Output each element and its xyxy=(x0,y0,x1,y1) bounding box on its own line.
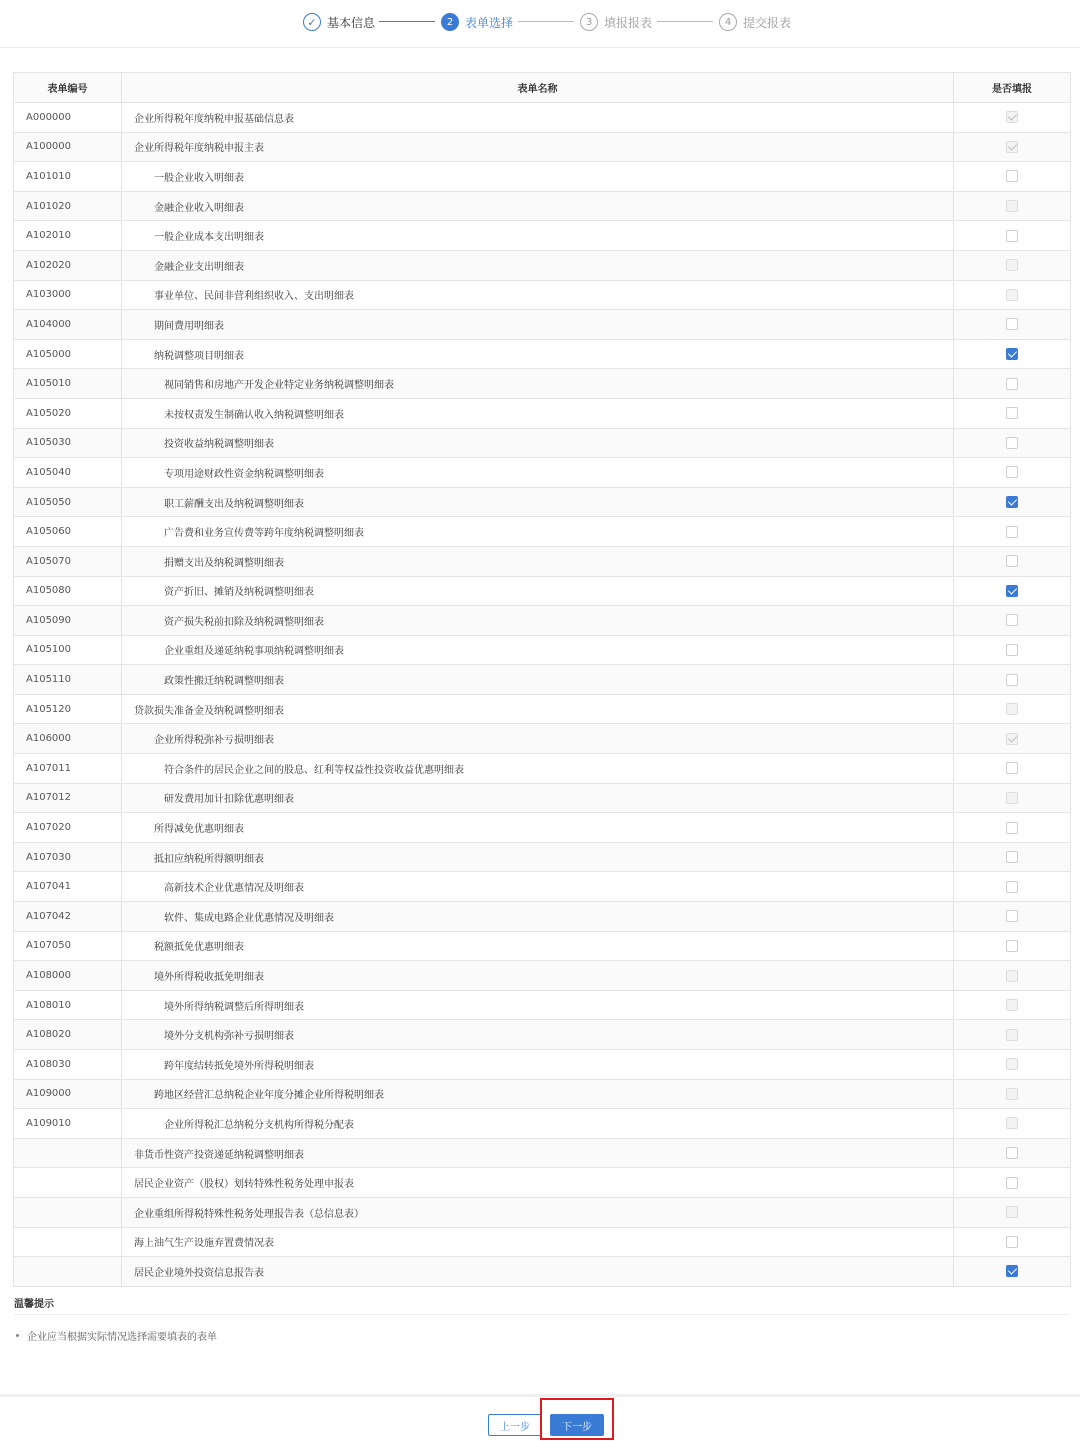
fill-checkbox xyxy=(1006,970,1018,982)
form-name-cell: 所得减免优惠明细表 xyxy=(122,813,954,843)
form-name-cell: 高新技术企业优惠情况及明细表 xyxy=(122,872,954,902)
fill-checkbox[interactable] xyxy=(1006,378,1018,390)
form-code-cell: A108000 xyxy=(14,961,122,991)
fill-checkbox xyxy=(1006,1029,1018,1041)
form-name-cell: 境外所得纳税调整后所得明细表 xyxy=(122,990,954,1020)
form-code-cell: A104000 xyxy=(14,310,122,340)
table-row xyxy=(14,546,1071,576)
fill-status-cell xyxy=(954,1079,1071,1109)
fill-status-cell xyxy=(954,606,1071,636)
fill-checkbox[interactable] xyxy=(1006,407,1018,419)
table-row xyxy=(14,813,1071,843)
table-row xyxy=(14,724,1071,754)
table-row xyxy=(14,665,1071,695)
form-name-cell: 资产折旧、摊销及纳税调整明细表 xyxy=(122,576,954,606)
form-code-cell: A109010 xyxy=(14,1109,122,1139)
fill-checkbox[interactable] xyxy=(1006,910,1018,922)
form-selection-table xyxy=(13,72,1070,1287)
table-row xyxy=(14,103,1071,133)
step-label: 提交报表 xyxy=(743,15,792,30)
fill-checkbox[interactable] xyxy=(1006,348,1018,360)
fill-status-cell xyxy=(954,280,1071,310)
fill-status-cell xyxy=(954,221,1071,251)
tip-item xyxy=(16,1328,217,1343)
fill-checkbox[interactable] xyxy=(1006,1177,1018,1189)
fill-checkbox[interactable] xyxy=(1006,496,1018,508)
table-row xyxy=(14,280,1071,310)
step-basic-info xyxy=(303,12,375,32)
fill-status-cell xyxy=(954,517,1071,547)
fill-checkbox[interactable] xyxy=(1006,466,1018,478)
fill-status-cell xyxy=(954,813,1071,843)
fill-checkbox[interactable] xyxy=(1006,318,1018,330)
fill-checkbox xyxy=(1006,259,1018,271)
check-circle-icon: ✓ xyxy=(303,13,321,31)
table-row xyxy=(14,221,1071,251)
fill-checkbox xyxy=(1006,141,1018,153)
form-name-cell: 专项用途财政性资金纳税调整明细表 xyxy=(122,458,954,488)
fill-status-cell xyxy=(954,398,1071,428)
form-code-cell: A105060 xyxy=(14,517,122,547)
table-row xyxy=(14,1020,1071,1050)
step-number: 4 xyxy=(719,13,737,31)
fill-checkbox[interactable] xyxy=(1006,674,1018,686)
table-row xyxy=(14,902,1071,932)
form-name-cell: 投资收益纳税调整明细表 xyxy=(122,428,954,458)
table-row xyxy=(14,1138,1071,1168)
fill-status-cell xyxy=(954,872,1071,902)
form-code-cell: A105040 xyxy=(14,458,122,488)
form-name-cell: 境外分支机构弥补亏损明细表 xyxy=(122,1020,954,1050)
table-row xyxy=(14,1050,1071,1080)
table-row xyxy=(14,961,1071,991)
divider xyxy=(14,1314,1070,1315)
fill-checkbox[interactable] xyxy=(1006,1265,1018,1277)
fill-checkbox xyxy=(1006,792,1018,804)
form-name-cell: 广告费和业务宣传费等跨年度纳税调整明细表 xyxy=(122,517,954,547)
fill-checkbox xyxy=(1006,1117,1018,1129)
step-form-selection xyxy=(441,12,513,32)
form-name-cell: 居民企业境外投资信息报告表 xyxy=(122,1257,954,1287)
form-code-cell: A107030 xyxy=(14,842,122,872)
table-row xyxy=(14,1227,1071,1257)
fill-checkbox[interactable] xyxy=(1006,851,1018,863)
form-name-cell: 金融企业收入明细表 xyxy=(122,191,954,221)
form-code-cell: A105000 xyxy=(14,339,122,369)
fill-checkbox xyxy=(1006,289,1018,301)
form-code-cell: A105050 xyxy=(14,487,122,517)
table-row xyxy=(14,635,1071,665)
fill-status-cell xyxy=(954,961,1071,991)
form-code-cell: A107042 xyxy=(14,902,122,932)
form-name-cell: 符合条件的居民企业之间的股息、红利等权益性投资收益优惠明细表 xyxy=(122,754,954,784)
fill-status-cell xyxy=(954,1020,1071,1050)
form-code-cell: A108020 xyxy=(14,1020,122,1050)
form-code-cell: A109000 xyxy=(14,1079,122,1109)
form-code-cell: A105090 xyxy=(14,606,122,636)
form-name-cell: 资产损失税前扣除及纳税调整明细表 xyxy=(122,606,954,636)
fill-status-cell xyxy=(954,339,1071,369)
fill-checkbox[interactable] xyxy=(1006,526,1018,538)
form-name-cell: 企业所得税年度纳税申报主表 xyxy=(122,132,954,162)
form-code-cell: A102010 xyxy=(14,221,122,251)
tip-title: 温馨提示 xyxy=(14,1299,54,1310)
table-row xyxy=(14,1168,1071,1198)
form-code-cell: A105010 xyxy=(14,369,122,399)
fill-status-cell xyxy=(954,1109,1071,1139)
header-form-name: 表单名称 xyxy=(122,73,954,103)
form-code-cell: A107050 xyxy=(14,931,122,961)
table-row xyxy=(14,250,1071,280)
step-label: 表单选择 xyxy=(465,15,514,30)
fill-checkbox[interactable] xyxy=(1006,437,1018,449)
form-code-cell: A105080 xyxy=(14,576,122,606)
fill-status-cell xyxy=(954,458,1071,488)
table-row xyxy=(14,606,1071,636)
fill-status-cell xyxy=(954,1257,1071,1287)
fill-status-cell xyxy=(954,1138,1071,1168)
form-name-cell: 抵扣应纳税所得额明细表 xyxy=(122,842,954,872)
form-code-cell xyxy=(14,1168,122,1198)
fill-status-cell xyxy=(954,103,1071,133)
fill-checkbox xyxy=(1006,733,1018,745)
form-name-cell: 企业重组及递延纳税事项纳税调整明细表 xyxy=(122,635,954,665)
form-code-cell: A101020 xyxy=(14,191,122,221)
fill-status-cell xyxy=(954,1050,1071,1080)
form-code-cell: A000000 xyxy=(14,103,122,133)
form-name-cell: 期间费用明细表 xyxy=(122,310,954,340)
table-row xyxy=(14,842,1071,872)
form-code-cell: A105030 xyxy=(14,428,122,458)
form-name-cell: 研发费用加计扣除优惠明细表 xyxy=(122,783,954,813)
form-code-cell: A107041 xyxy=(14,872,122,902)
form-name-cell: 事业单位、民间非营利组织收入、支出明细表 xyxy=(122,280,954,310)
table-row xyxy=(14,931,1071,961)
form-name-cell: 纳税调整项目明细表 xyxy=(122,339,954,369)
step-number: 2 xyxy=(441,13,459,31)
form-code-cell xyxy=(14,1227,122,1257)
form-name-cell: 税额抵免优惠明细表 xyxy=(122,931,954,961)
step-connector xyxy=(657,21,713,22)
form-code-cell: A108030 xyxy=(14,1050,122,1080)
form-name-cell: 一般企业成本支出明细表 xyxy=(122,221,954,251)
form-code-cell: A107020 xyxy=(14,813,122,843)
form-code-cell: A107011 xyxy=(14,754,122,784)
fill-checkbox[interactable] xyxy=(1006,170,1018,182)
fill-status-cell xyxy=(954,842,1071,872)
step-number: 3 xyxy=(580,13,598,31)
form-name-cell: 软件、集成电路企业优惠情况及明细表 xyxy=(122,902,954,932)
fill-status-cell xyxy=(954,191,1071,221)
form-name-cell: 视同销售和房地产开发企业特定业务纳税调整明细表 xyxy=(122,369,954,399)
form-name-cell: 企业重组所得税特殊性税务处理报告表（总信息表） xyxy=(122,1197,954,1227)
table-row xyxy=(14,576,1071,606)
step-connector xyxy=(379,21,435,22)
table-row xyxy=(14,132,1071,162)
step-connector xyxy=(518,21,574,22)
header-fill-status: 是否填报 xyxy=(954,73,1071,103)
fill-status-cell xyxy=(954,546,1071,576)
step-fill-report xyxy=(580,12,652,32)
fill-checkbox[interactable] xyxy=(1006,644,1018,656)
form-code-cell: A105100 xyxy=(14,635,122,665)
fill-status-cell xyxy=(954,1168,1071,1198)
tip-text: 企业应当根据实际情况选择需要填表的表单 xyxy=(27,1332,217,1343)
form-code-cell xyxy=(14,1197,122,1227)
table-row xyxy=(14,990,1071,1020)
form-name-cell: 政策性搬迁纳税调整明细表 xyxy=(122,665,954,695)
fill-checkbox xyxy=(1006,200,1018,212)
step-label: 填报报表 xyxy=(604,15,653,30)
fill-status-cell xyxy=(954,665,1071,695)
fill-checkbox[interactable] xyxy=(1006,230,1018,242)
form-code-cell: A101010 xyxy=(14,162,122,192)
form-code-cell: A102020 xyxy=(14,250,122,280)
fill-status-cell xyxy=(954,783,1071,813)
fill-status-cell xyxy=(954,162,1071,192)
fill-status-cell xyxy=(954,428,1071,458)
fill-status-cell xyxy=(954,576,1071,606)
form-name-cell: 居民企业资产（股权）划转特殊性税务处理申报表 xyxy=(122,1168,954,1198)
fill-status-cell xyxy=(954,694,1071,724)
fill-status-cell xyxy=(954,754,1071,784)
fill-status-cell xyxy=(954,1197,1071,1227)
form-code-cell: A100000 xyxy=(14,132,122,162)
fill-status-cell xyxy=(954,931,1071,961)
fill-status-cell xyxy=(954,250,1071,280)
form-code-cell: A105020 xyxy=(14,398,122,428)
form-name-cell: 非货币性资产投资递延纳税调整明细表 xyxy=(122,1138,954,1168)
next-step-button[interactable]: 下一步 xyxy=(550,1414,604,1436)
form-name-cell: 一般企业收入明细表 xyxy=(122,162,954,192)
form-name-cell: 企业所得税弥补亏损明细表 xyxy=(122,724,954,754)
fill-checkbox[interactable] xyxy=(1006,614,1018,626)
form-code-cell xyxy=(14,1138,122,1168)
table-row xyxy=(14,428,1071,458)
table-row xyxy=(14,694,1071,724)
table-row xyxy=(14,872,1071,902)
table-header-row xyxy=(14,73,1071,103)
fill-checkbox[interactable] xyxy=(1006,762,1018,774)
table-row xyxy=(14,458,1071,488)
form-name-cell: 境外所得税收抵免明细表 xyxy=(122,961,954,991)
form-name-cell: 跨年度结转抵免境外所得税明细表 xyxy=(122,1050,954,1080)
form-code-cell: A106000 xyxy=(14,724,122,754)
fill-status-cell xyxy=(954,990,1071,1020)
fill-status-cell xyxy=(954,132,1071,162)
next-button-highlight-box xyxy=(540,1398,614,1440)
table-row xyxy=(14,310,1071,340)
table-row xyxy=(14,1109,1071,1139)
fill-checkbox[interactable] xyxy=(1006,1236,1018,1248)
fill-checkbox[interactable] xyxy=(1006,822,1018,834)
form-name-cell: 未按权责发生制确认收入纳税调整明细表 xyxy=(122,398,954,428)
form-name-cell: 贷款损失准备金及纳税调整明细表 xyxy=(122,694,954,724)
form-name-cell: 海上油气生产设施弃置费情况表 xyxy=(122,1227,954,1257)
form-code-cell: A103000 xyxy=(14,280,122,310)
form-code-cell: A107012 xyxy=(14,783,122,813)
form-name-cell: 跨地区经营汇总纳税企业年度分摊企业所得税明细表 xyxy=(122,1079,954,1109)
form-name-cell: 金融企业支出明细表 xyxy=(122,250,954,280)
fill-status-cell xyxy=(954,369,1071,399)
fill-status-cell xyxy=(954,1227,1071,1257)
form-code-cell: A105070 xyxy=(14,546,122,576)
table-row xyxy=(14,487,1071,517)
table-row xyxy=(14,783,1071,813)
fill-checkbox xyxy=(1006,1206,1018,1218)
table-row xyxy=(14,517,1071,547)
fill-checkbox[interactable] xyxy=(1006,1147,1018,1159)
table-row xyxy=(14,1257,1071,1287)
table-row xyxy=(14,1079,1071,1109)
table-row xyxy=(14,162,1071,192)
fill-checkbox[interactable] xyxy=(1006,881,1018,893)
prev-step-button[interactable]: 上一步 xyxy=(488,1414,542,1436)
fill-checkbox xyxy=(1006,703,1018,715)
fill-checkbox xyxy=(1006,1058,1018,1070)
form-code-cell: A105120 xyxy=(14,694,122,724)
table-row xyxy=(14,339,1071,369)
fill-checkbox[interactable] xyxy=(1006,940,1018,952)
table-row xyxy=(14,369,1071,399)
form-name-cell: 职工薪酬支出及纳税调整明细表 xyxy=(122,487,954,517)
fill-checkbox xyxy=(1006,999,1018,1011)
fill-status-cell xyxy=(954,310,1071,340)
bullet-icon xyxy=(16,1334,19,1337)
fill-checkbox[interactable] xyxy=(1006,555,1018,567)
table-row xyxy=(14,754,1071,784)
form-name-cell: 捐赠支出及纳税调整明细表 xyxy=(122,546,954,576)
header-form-code: 表单编号 xyxy=(14,73,122,103)
fill-status-cell xyxy=(954,635,1071,665)
fill-status-cell xyxy=(954,902,1071,932)
fill-status-cell xyxy=(954,724,1071,754)
fill-checkbox xyxy=(1006,1088,1018,1100)
form-name-cell: 企业所得税年度纳税申报基础信息表 xyxy=(122,103,954,133)
table-row xyxy=(14,191,1071,221)
table-row xyxy=(14,1197,1071,1227)
table-row xyxy=(14,398,1071,428)
fill-checkbox xyxy=(1006,111,1018,123)
step-label: 基本信息 xyxy=(327,15,376,30)
form-name-cell: 企业所得税汇总纳税分支机构所得税分配表 xyxy=(122,1109,954,1139)
form-code-cell: A108010 xyxy=(14,990,122,1020)
form-code-cell xyxy=(14,1257,122,1287)
fill-checkbox[interactable] xyxy=(1006,585,1018,597)
step-progress xyxy=(0,0,1080,48)
form-code-cell: A105110 xyxy=(14,665,122,695)
fill-status-cell xyxy=(954,487,1071,517)
step-submit-report xyxy=(719,12,791,32)
